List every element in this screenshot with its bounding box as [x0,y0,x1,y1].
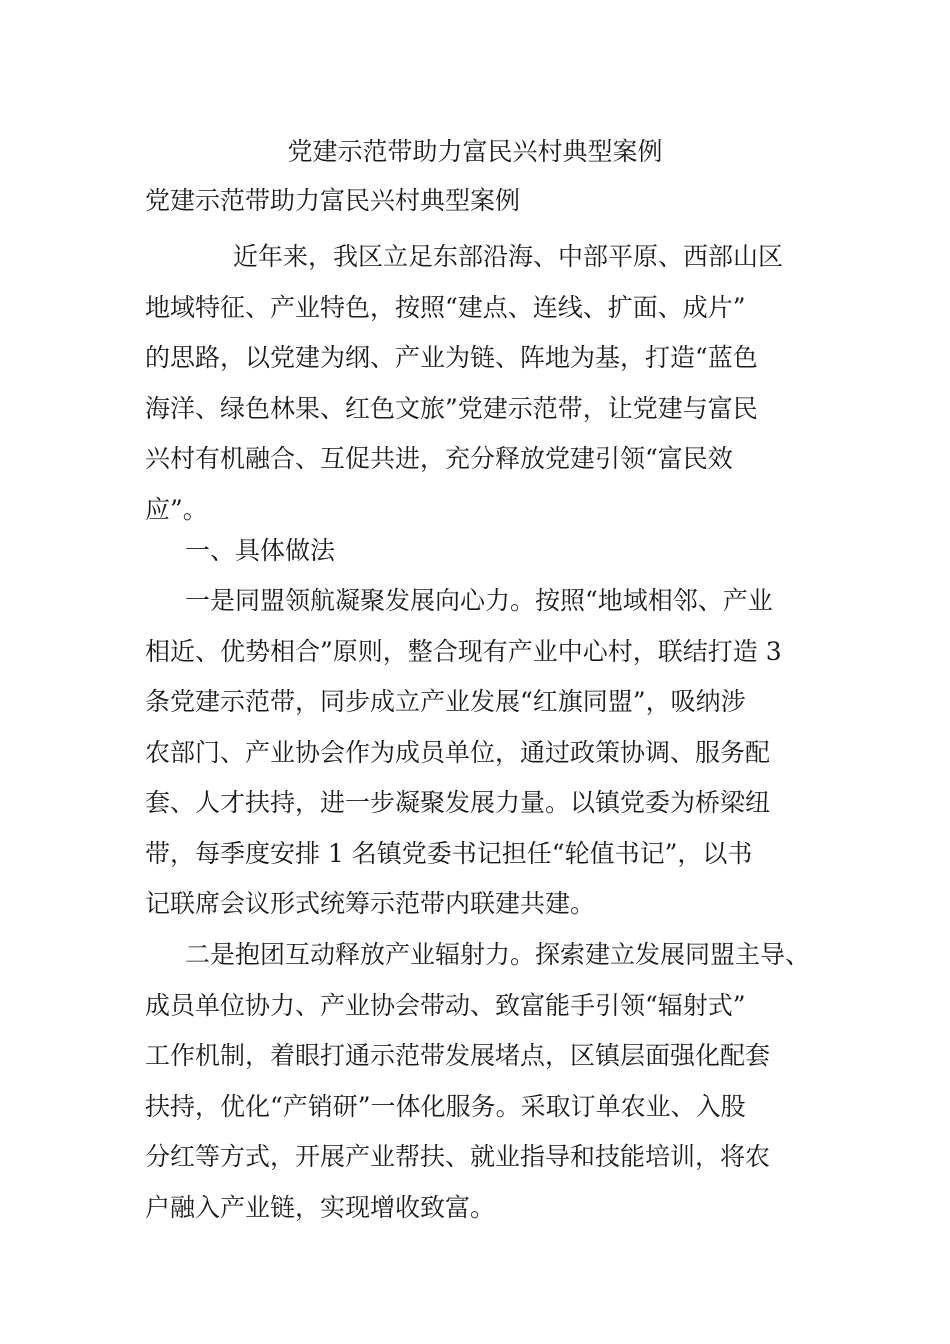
text-line: 应”。 [145,494,208,524]
text-line: 工作机制，着眼打通示范带发展堵点，区镇层面强化配套 [145,1041,771,1070]
paragraph-alliance [145,576,810,930]
text-line: 近年来，我区立足东部沿海、中部平原、西部山区 [233,242,784,271]
document-subtitle: 党建示范带助力富民兴村典型案例 [145,186,521,215]
text-line: 海洋、绿色林果、红色文旅”党建示范带，让党建与富民 [145,393,758,423]
text-line: 扶持，优化“产销研”一体化服务。采取订单农业、入股 [145,1091,746,1121]
text-line: 兴村有机融合、互促共进，充分释放党建引领“富民效 [145,444,733,473]
text-line: 套、人才扶持，进一步凝聚发展力量。以镇党委为桥梁纽 [145,788,771,817]
text-line: 户融入产业链，实现增收致富。 [145,1192,496,1222]
text-line: 的思路，以党建为纲、产业为链、阵地为基，打造“蓝色 [145,343,758,372]
text-line: 分红等方式，开展产业帮扶、就业指导和技能培训，将农 [145,1142,771,1171]
text-line: 农部门、产业协会作为成员单位，通过政策协调、服务配 [145,737,771,767]
document-title: 党建示范带助力富民兴村典型案例 [287,137,663,166]
text-line: 二是抱团互动释放产业辐射力。探索建立发展同盟主导、 [185,940,811,969]
paragraph-intro [145,232,810,535]
text-line: 记联席会议形式统筹示范带内联建共建。 [145,889,596,918]
text-line: 相近、优势相合”原则，整合现有产业中心村，联结打造 3 [145,636,782,666]
text-line: 一是同盟领航凝聚发展向心力。按照“地域相邻、产业 [185,586,773,615]
section-heading: 一、具体做法 [185,536,336,565]
text-line: 成员单位协力、产业协会带动、致富能手引领“辐射式” [145,990,746,1020]
text-line: 地域特征、产业特色，按照“建点、连线、扩面、成片” [145,292,746,322]
paragraph-industry [145,930,810,1233]
text-line: 条党建示范带，同步成立产业发展“红旗同盟”，吸纳涉 [145,687,746,716]
text-line: 带，每季度安排 1 名镇党委书记担任“轮值书记”，以书 [145,838,753,868]
